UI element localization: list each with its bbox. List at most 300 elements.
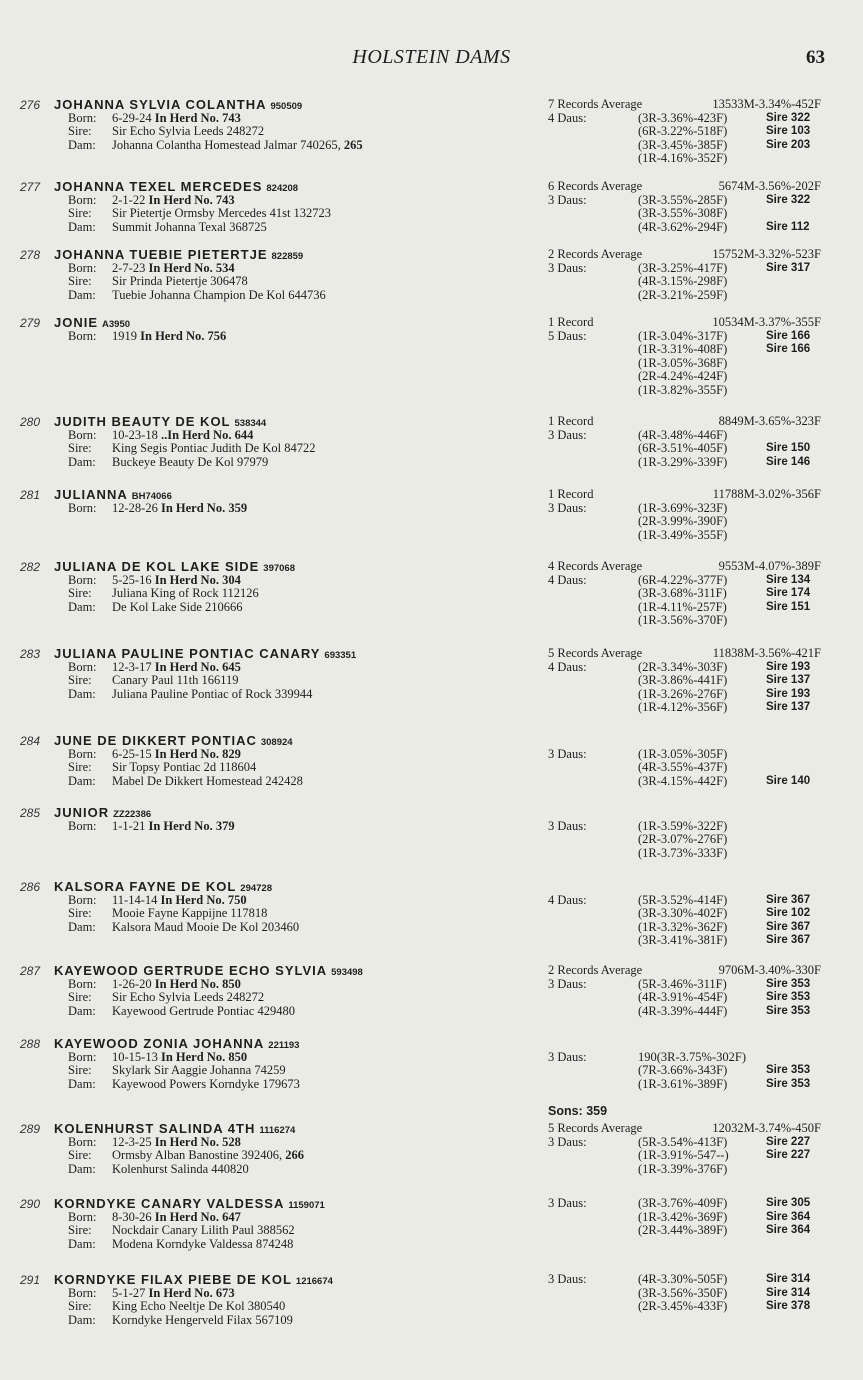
daughter-record: (1R-3.69%-323F) xyxy=(638,500,728,515)
sire-reference: Sire 364 xyxy=(766,1210,811,1223)
record-label: 3 Daus: xyxy=(548,192,587,207)
registration-number: 824208 xyxy=(266,183,299,194)
record-line xyxy=(548,330,843,344)
dam-name-line xyxy=(20,964,540,978)
production-records xyxy=(548,98,843,166)
record-label: 3 Daus: xyxy=(548,1134,587,1149)
dam-name-line xyxy=(20,560,540,574)
born-date: 6-29-24 xyxy=(112,110,155,125)
herd-number: In Herd No. 528 xyxy=(154,1134,241,1149)
record-line xyxy=(548,1091,843,1105)
record-line xyxy=(548,1122,843,1136)
record-line xyxy=(548,98,843,112)
entry-number: 282 xyxy=(20,560,41,574)
record-line xyxy=(548,456,843,470)
detail-line xyxy=(20,429,540,443)
detail-label: Sire: xyxy=(68,673,92,687)
sire-reference: Sire 150 xyxy=(766,442,811,454)
detail-label: Sire: xyxy=(68,124,92,138)
record-label: 4 Daus: xyxy=(548,110,587,125)
daughter-record: (1R-3.29%-339F) xyxy=(638,454,728,469)
detail-label: Born: xyxy=(68,110,97,125)
dam-details xyxy=(20,1122,540,1176)
record-line xyxy=(548,1064,843,1078)
production-records xyxy=(548,964,843,1018)
born-date: 5-25-16 xyxy=(112,572,155,587)
daughter-record: (1R-3.82%-355F) xyxy=(638,382,728,397)
detail-value: Mooie Fayne Kappijne 117818 xyxy=(112,906,268,920)
daughter-record: (1R-3.32%-362F) xyxy=(638,919,728,934)
daughter-record: (5R-3.54%-413F) xyxy=(638,1134,728,1149)
detail-line xyxy=(20,112,540,126)
record-label: 5 Records Average xyxy=(548,646,643,660)
record-label: 5 Records Average xyxy=(548,1121,643,1135)
daughter-record: (2R-3.21%-259F) xyxy=(638,287,728,302)
dam-name-line xyxy=(20,880,540,894)
daughter-record: (3R-3.68%-311F) xyxy=(638,586,727,600)
herd-number: In Herd No. 829 xyxy=(154,746,241,761)
sire-reference: Sire 314 xyxy=(766,1286,811,1299)
record-label: 3 Daus: xyxy=(548,1049,587,1064)
detail-label: Born: xyxy=(68,500,97,515)
record-line xyxy=(548,880,843,894)
record-line xyxy=(548,921,843,935)
registration-number: BH74066 xyxy=(131,491,172,502)
detail-line xyxy=(20,1064,540,1078)
dam-name-line xyxy=(20,316,540,330)
daughter-record: (6R-3.51%-405F) xyxy=(638,441,728,455)
detail-line xyxy=(20,921,540,935)
detail-line xyxy=(20,978,540,992)
sire-reference: Sire 137 xyxy=(766,674,811,686)
dam-details xyxy=(20,1037,540,1091)
dam-details xyxy=(20,734,540,788)
record-line xyxy=(548,833,843,847)
entry-number: 291 xyxy=(20,1273,41,1287)
detail-label: Dam: xyxy=(68,1076,96,1091)
born-date: 6-25-15 xyxy=(112,746,155,761)
daughter-record: (4R-3.48%-446F) xyxy=(638,427,728,442)
record-line xyxy=(548,1136,843,1150)
record-line xyxy=(548,806,843,820)
dam-name-line xyxy=(20,647,540,661)
detail-label: Sire: xyxy=(68,760,92,774)
detail-label: Sire: xyxy=(68,990,92,1004)
record-line xyxy=(548,529,843,543)
entry-number: 280 xyxy=(20,415,41,429)
daughter-record: (3R-3.25%-417F) xyxy=(638,260,728,275)
dam-details xyxy=(20,560,540,614)
herd-number: In Herd No. 743 xyxy=(154,110,241,125)
registration-number: 593498 xyxy=(331,967,363,978)
production-records xyxy=(548,180,843,234)
detail-label: Sire: xyxy=(68,206,92,220)
record-line xyxy=(548,275,843,289)
record-line xyxy=(548,1005,843,1019)
born-date: 12-3-17 xyxy=(112,659,155,674)
record-line xyxy=(548,748,843,762)
registration-number: ZZ22386 xyxy=(113,809,152,820)
record-line xyxy=(548,661,843,675)
detail-label: Dam: xyxy=(68,219,96,234)
record-label: 2 Records Average xyxy=(548,247,643,261)
detail-label: Born: xyxy=(68,1209,97,1224)
detail-line xyxy=(20,1051,540,1065)
detail-label: Born: xyxy=(68,659,97,674)
entry-number: 283 xyxy=(20,647,41,661)
detail-label: Sire: xyxy=(68,1223,92,1237)
record-line xyxy=(548,701,843,715)
herd-number: In Herd No. 304 xyxy=(154,572,241,587)
dam-details xyxy=(20,806,540,833)
record-label: 3 Daus: xyxy=(548,976,587,991)
sire-reference: Sire 364 xyxy=(766,1224,811,1236)
daughter-record: (1R-3.05%-305F) xyxy=(638,746,728,761)
detail-line xyxy=(20,1300,540,1314)
record-label: 5 Daus: xyxy=(548,328,587,343)
sire-reference: Sire 367 xyxy=(766,934,811,946)
record-label: 6 Records Average xyxy=(548,179,643,193)
detail-value: Nockdair Canary Lilith Paul 388562 xyxy=(112,1223,295,1237)
detail-line xyxy=(20,775,540,789)
sire-reference: Sire 322 xyxy=(766,111,811,124)
detail-value: Sir Echo Sylvia Leeds 248272 xyxy=(112,990,265,1004)
detail-value: Summit Johanna Texal 368725 xyxy=(112,219,267,234)
record-line xyxy=(548,674,843,688)
record-line xyxy=(548,488,843,502)
entry-number: 287 xyxy=(20,964,41,978)
detail-label: Dam: xyxy=(68,599,96,614)
sire-reference: Sire 353 xyxy=(766,1004,811,1017)
detail-value: Juliana King of Rock 112126 xyxy=(112,586,259,600)
production-records xyxy=(548,488,843,542)
dam-details xyxy=(20,488,540,515)
detail-label: Sire: xyxy=(68,274,92,288)
daughter-record: (6R-3.22%-518F) xyxy=(638,124,728,138)
registration-number: 397068 xyxy=(263,563,295,574)
detail-label: Born: xyxy=(68,328,97,343)
record-line xyxy=(548,139,843,153)
sire-reference: Sire 353 xyxy=(766,1064,811,1076)
entry-number: 278 xyxy=(20,248,41,262)
registration-number: 822859 xyxy=(271,251,304,262)
daughter-record: (1R-4.12%-356F) xyxy=(638,700,728,714)
dam-name: KAYEWOOD GERTRUDE ECHO SYLVIA xyxy=(54,963,328,978)
daughter-record: (3R-3.56%-350F) xyxy=(638,1285,728,1300)
detail-value: Korndyke Hengerveld Filax 567109 xyxy=(112,1312,293,1327)
record-line xyxy=(548,688,843,702)
born-date: 8-30-26 xyxy=(112,1209,155,1224)
detail-value: Kolenhurst Salinda 440820 xyxy=(112,1161,249,1176)
production-records xyxy=(548,316,843,397)
detail-value: Sir Topsy Pontiac 2d 118604 xyxy=(112,760,257,774)
record-average: 10534M-3.37%-355F xyxy=(712,315,821,329)
herd-number: In Herd No. 645 xyxy=(154,659,241,674)
sire-reference: Sire 140 xyxy=(766,774,811,787)
record-line xyxy=(548,152,843,166)
dam-name: JONIE xyxy=(54,315,99,330)
record-line xyxy=(548,560,843,574)
sire-reference: Sire 305 xyxy=(766,1197,811,1209)
detail-ref: 266 xyxy=(282,1148,305,1162)
detail-label: Sire: xyxy=(68,1063,92,1077)
detail-label: Born: xyxy=(68,260,97,275)
registration-number: 308924 xyxy=(260,737,293,748)
production-records xyxy=(548,248,843,302)
record-average: 11838M-3.56%-421F xyxy=(712,646,821,660)
dam-name: KORNDYKE FILAX PIEBE DE KOL xyxy=(54,1272,292,1287)
dam-name: JOHANNA TUEBIE PIETERTJE xyxy=(54,247,268,262)
daughter-record: (6R-4.22%-377F) xyxy=(638,572,728,587)
detail-value: Sir Pietertje Ormsby Mercedes 41st 132723 xyxy=(112,206,332,220)
record-line xyxy=(548,415,843,429)
record-label: 4 Records Average xyxy=(548,559,643,573)
detail-label: Sire: xyxy=(68,906,92,920)
production-records xyxy=(548,560,843,628)
record-average: 13533M-3.34%-452F xyxy=(712,97,821,111)
record-average: 12032M-3.74%-450F xyxy=(712,1121,821,1135)
dam-name: JUDITH BEAUTY DE KOL xyxy=(54,414,231,429)
detail-label: Dam: xyxy=(68,1236,96,1251)
sire-reference: Sire 193 xyxy=(766,687,811,700)
born-date: 12-28-26 xyxy=(112,500,161,515)
herd-number: ..In Herd No. 644 xyxy=(160,427,254,442)
detail-line xyxy=(20,1287,540,1301)
detail-line xyxy=(20,748,540,762)
detail-label: Born: xyxy=(68,1285,97,1300)
record-line xyxy=(548,429,843,443)
record-label: 1 Record xyxy=(548,487,594,501)
dam-details xyxy=(20,415,540,469)
daughter-record: (4R-3.15%-298F) xyxy=(638,274,728,288)
record-line xyxy=(548,1211,843,1225)
herd-number: In Herd No. 379 xyxy=(148,818,235,833)
daughter-record: (1R-3.05%-368F) xyxy=(638,355,728,370)
daughter-record: (1R-3.26%-276F) xyxy=(638,686,728,701)
dam-name-line xyxy=(20,1122,540,1136)
record-line xyxy=(548,125,843,139)
record-line xyxy=(548,442,843,456)
detail-line xyxy=(20,502,540,516)
record-line xyxy=(548,587,843,601)
record-label: 4 Daus: xyxy=(548,572,587,587)
registration-number: 1116274 xyxy=(259,1125,296,1136)
daughter-record: (3R-3.76%-409F) xyxy=(638,1196,728,1210)
sons-label: Sons: 359 xyxy=(548,1103,608,1118)
registration-number: 221193 xyxy=(268,1040,300,1051)
record-line xyxy=(548,207,843,221)
record-line xyxy=(548,262,843,276)
detail-value: Sir Prinda Pietertje 306478 xyxy=(112,274,248,288)
sire-reference: Sire 367 xyxy=(766,893,811,906)
registration-number: 538344 xyxy=(234,418,267,429)
detail-label: Dam: xyxy=(68,137,96,152)
dam-details xyxy=(20,98,540,152)
detail-line xyxy=(20,587,540,601)
daughter-record: (1R-3.39%-376F) xyxy=(638,1161,728,1176)
dam-name: KALSORA FAYNE DE KOL xyxy=(54,879,237,894)
registration-number: 950509 xyxy=(270,101,303,112)
detail-value: King Segis Pontiac Judith De Kol 84722 xyxy=(112,441,316,455)
record-line xyxy=(548,194,843,208)
detail-line xyxy=(20,139,540,153)
sire-reference: Sire 146 xyxy=(766,455,811,468)
daughter-record: (1R-3.91%-547--) xyxy=(638,1148,729,1162)
record-line xyxy=(548,1163,843,1177)
detail-label: Born: xyxy=(68,976,97,991)
daughter-record: (4R-3.62%-294F) xyxy=(638,219,728,234)
detail-ref: 265 xyxy=(340,137,363,152)
detail-label: Dam: xyxy=(68,287,96,302)
detail-value: Johanna Colantha Homestead Jalmar 740265, xyxy=(112,137,341,152)
daughter-record: (1R-3.56%-370F) xyxy=(638,613,728,627)
dam-details xyxy=(20,180,540,234)
record-line xyxy=(548,847,843,861)
sire-reference: Sire 314 xyxy=(766,1273,811,1285)
registration-number: 693351 xyxy=(324,650,357,661)
record-line xyxy=(548,112,843,126)
detail-line xyxy=(20,991,540,1005)
dam-name-line xyxy=(20,180,540,194)
detail-value: Tuebie Johanna Champion De Kol 644736 xyxy=(112,287,326,302)
sire-reference: Sire 137 xyxy=(766,701,811,713)
dam-name-line xyxy=(20,1037,540,1051)
dam-details xyxy=(20,1197,540,1251)
sire-reference: Sire 227 xyxy=(766,1149,811,1161)
record-label: 3 Daus: xyxy=(548,1196,587,1210)
detail-label: Dam: xyxy=(68,1312,96,1327)
record-label: 3 Daus: xyxy=(548,1272,587,1286)
herd-number: In Herd No. 750 xyxy=(160,892,247,907)
herd-number: In Herd No. 673 xyxy=(148,1285,235,1300)
dam-name-line xyxy=(20,248,540,262)
detail-label: Born: xyxy=(68,1049,97,1064)
record-label: 3 Daus: xyxy=(548,427,587,442)
record-line xyxy=(548,820,843,834)
born-date: 12-3-25 xyxy=(112,1134,155,1149)
record-label: 3 Daus: xyxy=(548,500,587,515)
daughter-record: (3R-4.15%-442F) xyxy=(638,773,728,788)
record-line xyxy=(548,1197,843,1211)
sire-reference: Sire 112 xyxy=(766,220,810,233)
sire-reference: Sire 378 xyxy=(766,1300,811,1312)
dam-name-line xyxy=(20,415,540,429)
sire-reference: Sire 322 xyxy=(766,193,811,206)
record-line xyxy=(548,1051,843,1065)
detail-line xyxy=(20,275,540,289)
dam-name-line xyxy=(20,734,540,748)
detail-label: Dam: xyxy=(68,773,96,788)
sire-reference: Sire 166 xyxy=(766,329,811,342)
sire-reference: Sire 151 xyxy=(766,600,811,613)
detail-label: Born: xyxy=(68,746,97,761)
record-line xyxy=(548,248,843,262)
dam-name: JULIANA DE KOL LAKE SIDE xyxy=(54,559,260,574)
record-average: 9706M-3.40%-330F xyxy=(718,963,821,977)
production-records xyxy=(548,880,843,948)
detail-line xyxy=(20,221,540,235)
daughter-record: (1R-3.59%-322F) xyxy=(638,818,728,833)
detail-line xyxy=(20,1005,540,1019)
daughter-record: (2R-3.44%-389F) xyxy=(638,1223,728,1237)
entry-number: 277 xyxy=(20,180,41,194)
record-label: 3 Daus: xyxy=(548,260,587,275)
detail-label: Born: xyxy=(68,892,97,907)
record-line xyxy=(548,1105,843,1119)
detail-line xyxy=(20,330,540,344)
production-records xyxy=(548,1197,843,1238)
detail-label: Dam: xyxy=(68,1003,96,1018)
detail-line xyxy=(20,207,540,221)
page-title: HOLSTEIN DAMS xyxy=(352,46,511,68)
record-line xyxy=(548,1300,843,1314)
production-records xyxy=(548,734,843,788)
detail-label: Sire: xyxy=(68,441,92,455)
herd-number: In Herd No. 743 xyxy=(148,192,235,207)
daughter-record: (1R-3.42%-369F) xyxy=(638,1209,728,1224)
record-line xyxy=(548,384,843,398)
dam-name: JULIANA PAULINE PONTIAC CANARY xyxy=(54,646,321,661)
record-line xyxy=(548,647,843,661)
herd-number: In Herd No. 647 xyxy=(154,1209,241,1224)
dam-name-line xyxy=(20,1197,540,1211)
record-line xyxy=(548,991,843,1005)
production-records xyxy=(548,415,843,469)
dam-name-line xyxy=(20,1273,540,1287)
detail-value: Buckeye Beauty De Kol 97979 xyxy=(112,454,269,469)
dam-name: JUNIOR xyxy=(54,805,110,820)
entry-number: 289 xyxy=(20,1122,41,1136)
sire-reference: Sire 367 xyxy=(766,920,811,933)
detail-value: Kayewood Gertrude Pontiac 429480 xyxy=(112,1003,295,1018)
record-label: 4 Daus: xyxy=(548,892,587,907)
record-average: 9553M-4.07%-389F xyxy=(718,559,821,573)
record-line xyxy=(548,978,843,992)
daughter-record: (3R-3.45%-385F) xyxy=(638,137,728,152)
detail-line xyxy=(20,125,540,139)
detail-line xyxy=(20,574,540,588)
dam-details xyxy=(20,1273,540,1327)
herd-number: In Herd No. 850 xyxy=(160,1049,248,1064)
detail-line xyxy=(20,601,540,615)
daughter-record: (5R-3.52%-414F) xyxy=(638,892,728,907)
detail-value: Sir Echo Sylvia Leeds 248272 xyxy=(112,124,265,138)
detail-line xyxy=(20,820,540,834)
herd-number: In Herd No. 359 xyxy=(160,500,248,515)
dam-details xyxy=(20,316,540,343)
entry-number: 286 xyxy=(20,880,41,894)
detail-label: Born: xyxy=(68,192,97,207)
entry-number: 284 xyxy=(20,734,41,748)
dam-name: KAYEWOOD ZONIA JOHANNA xyxy=(54,1036,265,1051)
entry-number: 281 xyxy=(20,488,41,502)
daughter-record: (3R-3.55%-285F) xyxy=(638,192,728,207)
dam-name: KORNDYKE CANARY VALDESSA xyxy=(54,1196,285,1211)
record-line xyxy=(548,601,843,615)
record-line xyxy=(548,1273,843,1287)
record-line xyxy=(548,574,843,588)
dam-details xyxy=(20,248,540,302)
entry-number: 288 xyxy=(20,1037,41,1051)
daughter-record: (4R-3.91%-454F) xyxy=(638,990,728,1004)
dam-name: JOHANNA TEXEL MERCEDES xyxy=(54,179,263,194)
record-line xyxy=(548,316,843,330)
record-label: 2 Records Average xyxy=(548,963,643,977)
detail-label: Dam: xyxy=(68,454,96,469)
detail-line xyxy=(20,1224,540,1238)
dam-name-line xyxy=(20,98,540,112)
detail-line xyxy=(20,661,540,675)
